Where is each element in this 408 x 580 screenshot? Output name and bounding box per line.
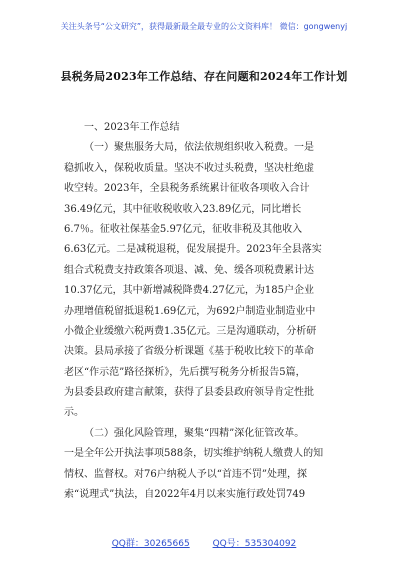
paragraph-line: 10.37亿元，其中新增减税降费4.27亿元，为185户企业 [64,285,314,297]
paragraph-line: 一是全年公开执法事项588条，切实维护纳税人缴费人的知 [64,448,324,460]
paragraph-line: 示。 [64,407,84,419]
paragraph-line: （二）强化风险管理，聚集“四精”深化征管改革。 [84,427,305,439]
paragraph-line: 老区“作示范”路径探析》，先后撰写税务分析报告5篇， [64,366,306,378]
paragraph-line: 6.7％。征收社保基金5.97亿元，征收非税及其他收入 [64,223,303,235]
paragraph-line: 索“说理式”执法，自2022年4月以来实施行政处罚749 [64,489,306,501]
paragraph-line: 为县委县政府建言献策，获得了县委县政府领导肯定性批 [64,387,314,399]
paragraph-line: 稳抓收入，保税收质量。坚决不收过头税费，坚决杜绝虚 [64,162,314,174]
paragraph-line: 6.63亿元。二是减税退税，促发展提升。2023年全县落实 [64,244,322,256]
document-title: 县税务局2023年工作总结、存在问题和2024年工作计划 [60,70,348,83]
qq-group-link[interactable]: QQ群：30265665 [111,539,190,549]
paragraph-line: 组合式税费支持政策各项退、减、免、缓各项税费累计达 [64,264,314,276]
top-banner: 关注头条号“公文研究”，获得最新最全最专业的公文资料库！ 微信：gongwenyj [60,22,348,31]
paragraph-line: （一）聚焦服务大局，依法依规组织收入税费。一是 [84,142,314,154]
paragraph-line: 收空转。2023年，全县税务系统累计征收各项收入合计 [64,183,310,195]
qq-number-link[interactable]: QQ号：535304092 [212,539,297,549]
paragraph-line: 情权、监督权。对76户纳税人予以“首违不罚”处理，探 [64,468,307,480]
footer-contact [0,536,408,549]
paragraph-line: 决策。县局承接了省级分析课题《基于税收比较下的革命 [64,346,314,358]
paragraph-line: 办理增值税留抵退税1.69亿元，为692户制造业制造业中 [64,305,316,317]
section-heading: 一、2023年工作总结 [84,122,180,133]
paragraph-line: 36.49亿元，其中征收税收收入23.89亿元，同比增长 [64,203,302,215]
document-body [64,118,350,505]
paragraph-line: 小微企业缓缴六税两费1.35亿元。三是沟通联动，分析研 [64,325,317,337]
